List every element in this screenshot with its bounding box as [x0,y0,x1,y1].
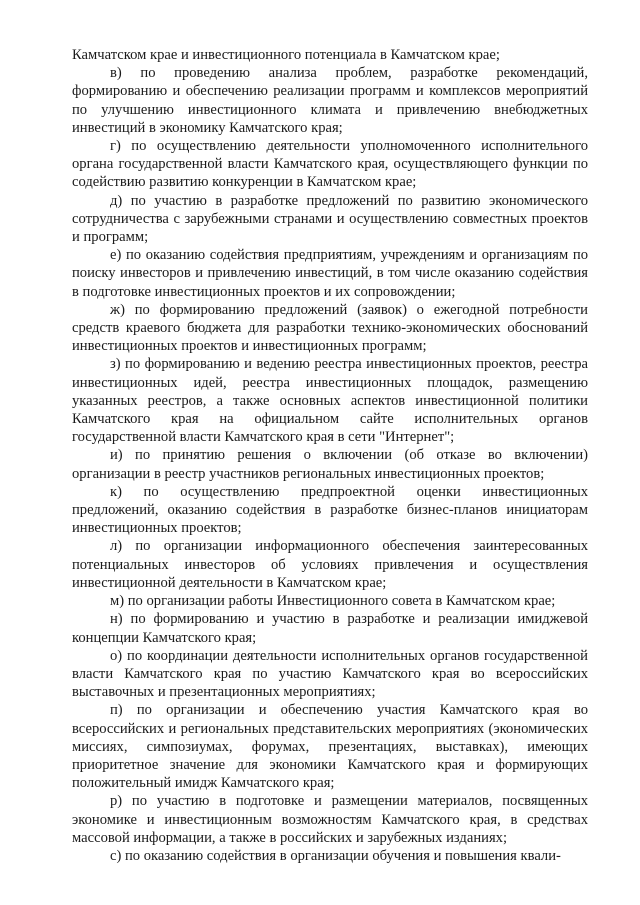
paragraph-item-o: о) по координации деятельности исполнительных органов государственной власти Камчатского края по участию Камчатского края во всероссийских выставочных и презентационных мероприятиях; [72,647,588,701]
paragraph-item-m: м) по организации работы Инвестиционного совета в Камчатском крае; [110,593,556,610]
paragraph-item-e: е) по оказанию содействия предприятиям, учреждениям и организациям по поиску инвесторов и привлечению инвестиций, в том числе оказанию содействия в подготовке инвестиционных проектов и их сопровождении; [72,247,588,300]
paragraph-item-r: р) по участию в подготовке и размещении материалов, посвященных экономике и инвестиционным возможностям Камчатского края, в средствах массовой информации, а также в российских и зарубежных изданиях; [72,793,588,846]
paragraph-item-s: с) по оказанию содействия в организации обучения и повышения квали- [110,847,561,864]
paragraph-item-zh: ж) по формированию предложений (заявок) о ежегодной потребности средств краевого бюджета для разработки технико-экономических обоснований инвестиционных проектов и инвестиционных программ; [72,301,588,355]
paragraph-item-n: н) по формированию и участию в разработке и реализации имиджевой концепции Камчатского края; [72,611,588,646]
paragraph-item-v: в) по проведению анализа проблем, разработке рекомендаций, формированию и обеспечению реализации программ и комплексов мероприятий по улучшению инвестиционного климата и привлечению внебюджетных инвестиций в экономику Камчатского края; [72,65,588,136]
paragraph-continuation: Камчатском крае и инвестиционного потенциала в Камчатском крае; [72,47,500,63]
paragraph-item-i: и) по принятию решения о включении (об отказе во включении) организации в реестр участников региональных инвестиционных проектов; [72,447,588,482]
paragraph-item-l: л) по организации информационного обеспечения заинтересованных потенциальных инвесторов об условиях привлечения и осуществления инвестиционной деятельности в Камчатском крае; [72,538,588,591]
paragraph-item-d: д) по участию в разработке предложений по развитию экономического сотрудничества с зарубежными странами и осуществлению совместных проектов и программ; [72,192,588,246]
document-body [72,46,588,865]
paragraph-item-z: з) по формированию и ведению реестра инвестиционных проектов, реестра инвестиционных идей, реестра инвестиционных площадок, размещению указанных реестров, а также основных аспектов инвестиционной политики Камчатского края на официальном сайте исполнительных органов государственной власти Камчатского края в сети "Интернет"; [72,356,588,446]
paragraph-item-g: г) по осуществлению деятельности уполномоченного исполнительного органа государственной власти Камчатского края, осуществляющего функции по содействию развитию конкуренции в Камчатском крае; [72,138,588,191]
paragraph-item-k: к) по осуществлению предпроектной оценки инвестиционных предложений, оказанию содействия в разработке бизнес-планов инициаторам инвестиционных проектов; [72,483,588,537]
paragraph-item-p: п) по организации и обеспечению участия Камчатского края во всероссийских и региональных представительских мероприятиях (экономических миссиях, симпозиумах, форумах, презентациях, выставках), имеющих приоритетное значение для экономики Камчатского края и формирующих положительный имидж Камчатского края; [72,702,588,792]
